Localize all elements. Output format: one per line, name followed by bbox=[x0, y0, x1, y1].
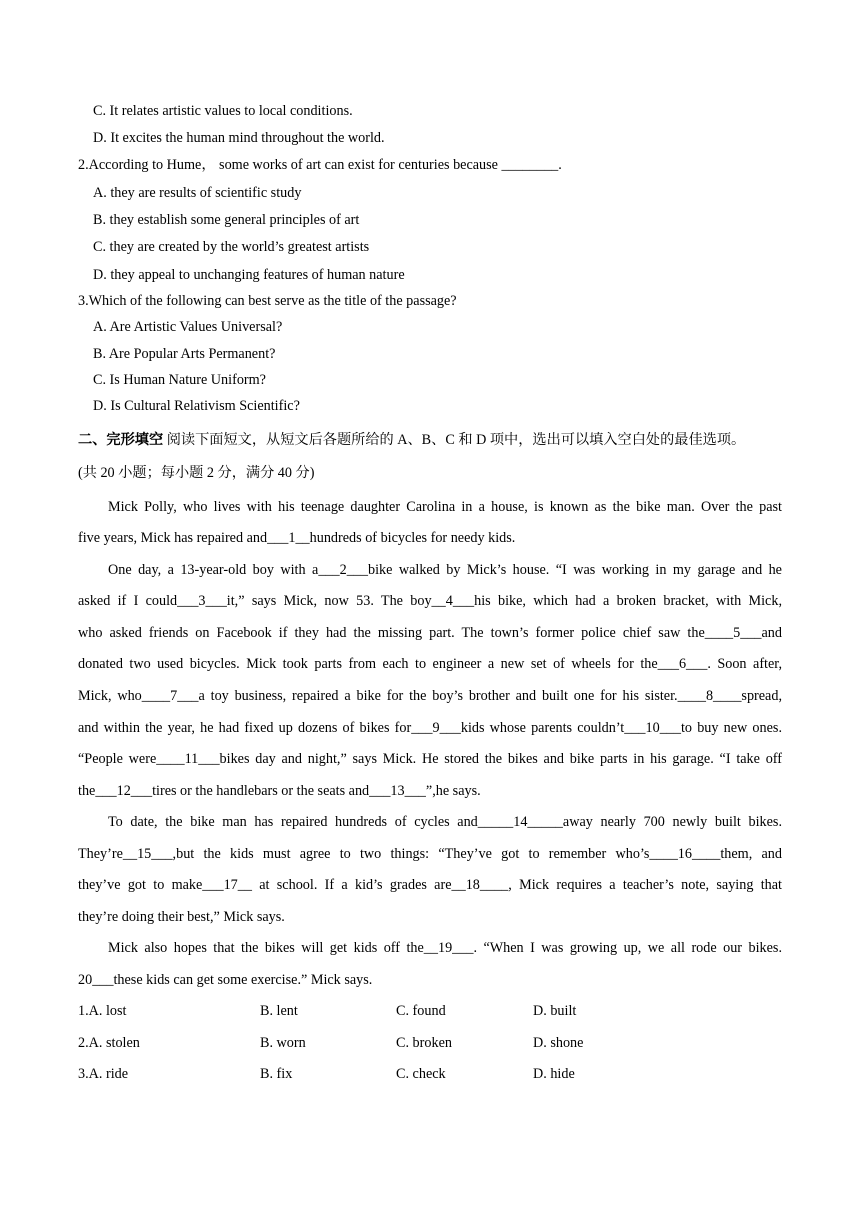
q2-option-b: B. they establish some general principles of art bbox=[93, 212, 360, 228]
q3-option-d: D. Is Cultural Relativism Scientific? bbox=[93, 398, 300, 414]
passage-line: five years, Mick has repaired and___1__hundreds of bicycles for needy kids. bbox=[78, 530, 516, 546]
passage-line: “People were____11___bikes day and night,” says Mick. He stored the bikes and bike parts in his garage. “I take off bbox=[78, 751, 782, 767]
section-title: 二、完形填空 bbox=[78, 432, 164, 448]
answer-option-a: 2.A. stolen bbox=[78, 1035, 140, 1051]
passage-line: asked if I could___3___it,” says Mick, now 53. The boy__4___his bike, which had a broken bracket, with Mick, bbox=[78, 593, 782, 609]
passage-line: they’ve got to make___17__ at school. If a kid’s grades are__18____, Mick requires a teacher’s note, saying that bbox=[78, 877, 782, 893]
section-score-note: (共 20 小题；每小题 2 分，满分 40 分) bbox=[78, 465, 315, 481]
q3-option-b: B. Are Popular Arts Permanent? bbox=[93, 346, 276, 362]
answer-option-c: C. check bbox=[396, 1066, 446, 1082]
passage-line: To date, the bike man has repaired hundreds of cycles and_____14_____away nearly 700 newly built bikes. bbox=[108, 814, 782, 830]
q3-stem: 3.Which of the following can best serve as the title of the passage? bbox=[78, 293, 457, 309]
passage-line: Mick, who____7___a toy business, repaired a bike for the boy’s brother and built one for his sister.____8____spread, bbox=[78, 688, 782, 704]
section-instruction: 阅读下面短文，从短文后各题所给的 A、B、C 和 D 项中，选出可以填入空白处的最佳选项。 bbox=[163, 432, 746, 448]
passage-line: 20___these kids can get some exercise.” Mick says. bbox=[78, 972, 373, 988]
q2-option-c: C. they are created by the world’s greatest artists bbox=[93, 239, 370, 255]
answer-option-b: B. lent bbox=[260, 1003, 298, 1019]
passage-line: They’re__15___,but the kids must agree to two things: “They’ve got to remember who’s____16____them, and bbox=[78, 846, 782, 862]
answer-option-a: 3.A. ride bbox=[78, 1066, 129, 1082]
passage-line: who asked friends on Facebook if they had the missing part. The town’s former police chief saw the____5___and bbox=[78, 625, 782, 641]
passage-line: the___12___tires or the handlebars or the seats and___13___”,he says. bbox=[78, 783, 481, 799]
answer-option-b: B. fix bbox=[260, 1066, 293, 1082]
passage-line: donated two used bicycles. Mick took parts from each to engineer a new set of wheels for the___6___. Soon after, bbox=[78, 656, 782, 672]
q3-option-a: A. Are Artistic Values Universal? bbox=[93, 319, 283, 335]
passage-line: and within the year, he had fixed up dozens of bikes for___9___kids whose parents couldn’t___10___to buy new ones. bbox=[78, 720, 782, 736]
passage-line: One day, a 13-year-old boy with a___2___bike walked by Mick’s house. “I was working in my garage and he bbox=[108, 562, 782, 578]
q1-option-d: D. It excites the human mind throughout the world. bbox=[93, 130, 385, 146]
answer-option-a: 1.A. lost bbox=[78, 1003, 127, 1019]
passage-line: Mick also hopes that the bikes will get kids off the__19___. “When I was growing up, we all rode our bikes. bbox=[108, 940, 782, 956]
section-header bbox=[78, 430, 745, 450]
answer-option-c: C. broken bbox=[396, 1035, 452, 1051]
q1-option-c: C. It relates artistic values to local conditions. bbox=[93, 103, 353, 119]
answer-option-c: C. found bbox=[396, 1003, 446, 1019]
q2-stem: 2.According to Hume， some works of art can exist for centuries because ________. bbox=[78, 157, 562, 173]
q2-option-a: A. they are results of scientific study bbox=[93, 185, 302, 201]
q2-option-d: D. they appeal to unchanging features of human nature bbox=[93, 267, 405, 283]
passage-line: they’re doing their best,” Mick says. bbox=[78, 909, 285, 925]
answer-option-b: B. worn bbox=[260, 1035, 306, 1051]
answer-option-d: D. built bbox=[533, 1003, 577, 1019]
answer-option-d: D. hide bbox=[533, 1066, 575, 1082]
q3-option-c: C. Is Human Nature Uniform? bbox=[93, 372, 266, 388]
answer-option-d: D. shone bbox=[533, 1035, 584, 1051]
passage-line: Mick Polly, who lives with his teenage daughter Carolina in a house, is known as the bike man. Over the past bbox=[108, 499, 782, 515]
